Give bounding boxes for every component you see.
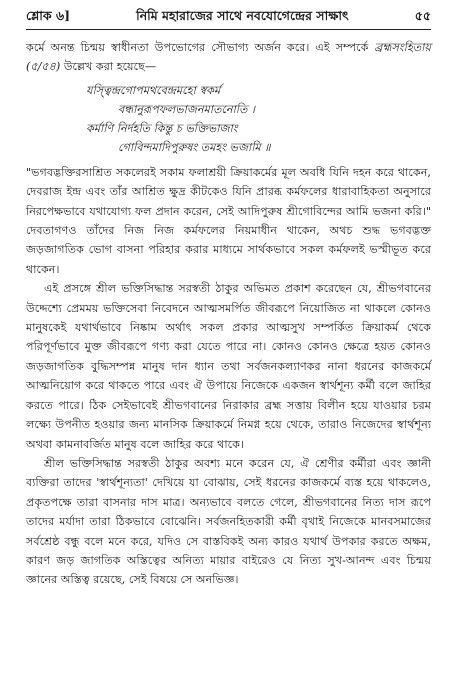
translation-paragraph: "ভগবদ্ভক্তিরসাশ্রিত সকলেরই সকাম ফলাশ্রয়ী ক্রিয়াকর্মের মূল অবধি যিনি দহন করে থাকেন, দেবরাজ ইন্দ্র এবং তাঁর আশ্রিত ক্ষুদ্র কীটকেও যিনি প্রারব্ধ কর্মফলের ধারাবাহিকতা অনুসারে নিরপেক্ষভাবে যথাযোগ্য ফল প্রদান করেন, সেই আদিপুরুষ শ্রীগোবিন্দের আমি ভজনা করি।" দেবতাগণও তাঁদের নিজ নিজ কর্মফলের নিয়মাধীন থাকেন, অথচ শুদ্ধ ভগবদ্ভক্ত জড়জাগতিক ভোগ বাসনা পরিহার করার মাধ্যমে সার্থকভাবে সকল কর্মফলই ভস্মীভূত করে থাকেন। xyxy=(26,165,431,276)
page-number: ৫৫ xyxy=(414,8,431,23)
verse-line: কর্মাণি নির্দহতি কিন্তু চ ভক্তিভাজাং xyxy=(86,121,238,135)
page-header xyxy=(26,0,431,30)
verse-line: যস্ত্বিন্দ্রগোপমথবেন্দ্রমহো স্বকর্ম xyxy=(86,83,221,97)
scripture-reference: ব্রহ্মসংহিতায় (৫/৫৪) xyxy=(26,41,431,74)
sanskrit-verse xyxy=(26,81,431,157)
intro-paragraph xyxy=(26,38,431,77)
chapter-title: নিমি মহারাজের সাথে নবযোগেন্দ্রের সাক্ষাৎ xyxy=(136,8,349,23)
body-paragraph: শ্রীল ভক্তিসিদ্ধান্ত সরস্বতী ঠাকুর অবশ্য মনে করেন যে, ঐ শ্রেণীর কর্মীরা এবং জ্ঞানী ব্যক্তিরা তাদের 'স্বার্থশূন্যতা' দেখিয়ে যা বোঝায়, সেই ধরনের কাজকর্মে ব্যস্ত হয়ে থাকলেও, প্রকৃতপক্ষে তারা বাসনার দাস মাত্র। অন্যভাবে বলতে গেলে, শ্রীভগবানের নিত্য দাস রূপে তাদের মর্যাদা তারা ঠিকভাবে বোঝেনি। সর্বজনহিতকারী কর্মী বৃথাই নিজেকে মানবসমাজের সর্বশ্রেষ্ঠ বন্ধু বলে মনে করে, যদিও সে বাস্তবিকই অন্য কারও যথার্থ উপকার করতে অক্ষম, কারণ জড় জাগতিক অস্তিত্বের অনিত্য মায়ার বাইরেও যে নিত্য সুখ-আনন্দ এবং চিন্ময় জ্ঞানের অস্তিত্ব রয়েছে, সেই বিষয়ে সে অনভিজ্ঞ। xyxy=(26,456,431,587)
verse-line: গোবিন্দমাদিপুরুষং তমহং ভজামি ॥ xyxy=(118,140,271,154)
intro-text: কর্মে অনন্ত চিন্ময় স্বাধীনতা উপভোগের সৌভাগ্য অর্জন করে। এই সম্পর্কে xyxy=(26,41,375,54)
verse-line: বন্ধানুরূপফলভাজনমাতনোতি । xyxy=(118,102,255,116)
intro-text-end: উল্লেখ করা হয়েছে— xyxy=(60,60,157,74)
body-paragraph: এই প্রসঙ্গে শ্রীল ভক্তিসিদ্ধান্ত সরস্বতী ঠাকুর অভিমত প্রকাশ করেছেন যে, শ্রীভগবানের উদ্দেশ্যে প্রেমময় ভক্তিসেবা নিবেদনে আত্মসমর্পিত জীবরূপে নিয়োজিত না থাকলে কোনও মানুষকেই যথার্থভাবে নিষ্কাম অর্থাৎ সকল প্রকার আত্মসুখ সম্পর্কিত ক্রিয়াকর্ম থেকে পরিপূর্ণভাবে মুক্ত জীবরূপে গণ্য করা যেতে পারে না। কোনও কোনও ক্ষেত্রে হয়ত কোনও জড়জাগতিক বুদ্ধিসম্পন্ন মানুষ দান ধ্যান তথা সর্বজনকল্যাণকর নানা ধরনের কাজকর্মে আত্মনিয়োগ করে থাকতে পারে এবং ঐ উপায়ে নিজেকে একজন স্বার্থশূন্য কর্মী বলে জাহির করতে পারে। ঠিক সেইভাবেই শ্রীভগবানের নিরাকার ব্রহ্ম সত্তায় বিলীন হয়ে যাওয়ার চরম লক্ষ্যে উপনীত হওয়ার জন্য মানসিক ক্রিয়াকর্মে নিমগ্ন হয়ে থেকে, তারাও নিজেদের স্বার্থশূন্য অথবা কামনাবর্জিত মানুষ বলে জাহির করে থাকে। xyxy=(26,282,431,451)
verse-reference: শ্লোক ৬] xyxy=(26,8,70,23)
